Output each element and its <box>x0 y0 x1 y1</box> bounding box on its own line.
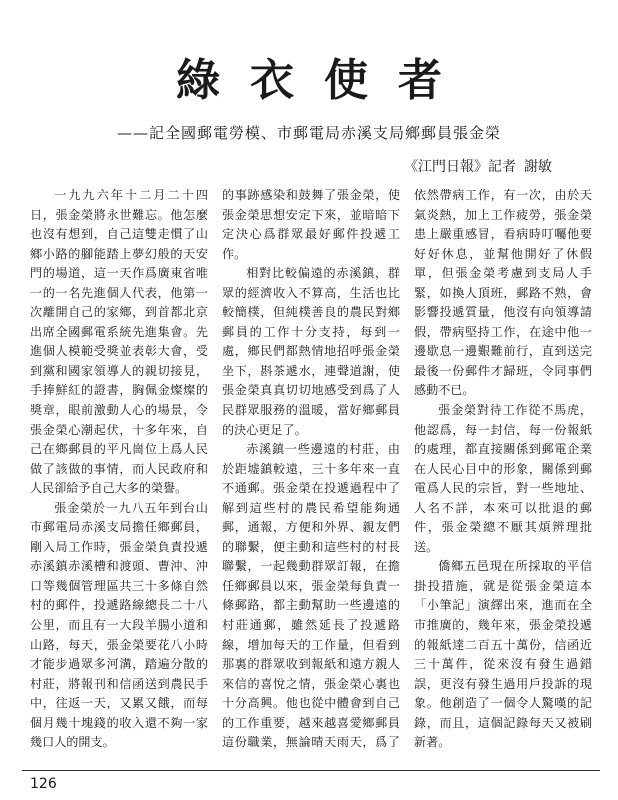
paragraph: 的事跡感染和鼓舞了張金榮，使張金榮思想安定下來，並暗暗下定決心爲群眾最好郵件投遞工作。 <box>222 188 400 261</box>
paragraph: 赤溪鎮一些邊遠的村莊，由於距墟鎮較遠，三十多年來一直不通郵。張金榮在投遞過程中了解到這些村的農民希望能夠通郵，通報，方便和外界、親友們的聯繫，便主動和這些村的村長聯繫，一起幾動群眾訂報，在擔任鄉郵員以來，張金榮每負責一條郵路，都主動幫助一些邊遠的村莊通郵，雖然延長了投遞路線，增加每天的工作量，但看到那裏的群眾收到報紙和遠方親人來信的喜悅之情，張金榮心裏也十分高興。他也從中體會到自己的工作重要，越來越喜愛鄉郵員這份職業，無論晴天雨天，爲了 <box>222 442 400 750</box>
paragraph <box>414 753 592 754</box>
page-number: 126 <box>30 776 57 792</box>
footer-rule <box>22 770 600 771</box>
byline-source: 《江門日報》記者 <box>404 159 516 175</box>
article-subtitle: ——記全國郵電勞模、市郵電局赤溪支局鄉郵員張金榮 <box>116 124 501 142</box>
paragraph: 僑鄉五邑現在所採取的平信掛投措施，就是從張金榮這本「小筆記」演繹出來，進而在全市推廣的，幾年來，張金榮投遞的報紙達二百五十萬份，信函近三十萬件，從來沒有發生過錯誤，更沒有發生過用戶投訴的現象。他創造了一個令人驚嘆的記錄，而且，這個記錄每天又被刷新著。 <box>414 559 592 750</box>
article-body <box>30 186 592 754</box>
column-3 <box>414 186 592 754</box>
paragraph: 張金榮於一九八五年到台山市郵電局赤溪支局擔任鄉郵員，剛入局工作時，張金榮負責投遞赤溪鎮赤溪槽和渡頭、曹沖、沖口等幾個管理區共三十多條自然村的郵件，投遞路線總長二十八公里，而且有一大段羊腸小道和山路，每天，張金榮要花八小時才能步過眾多河溝，踏遍分散的村莊，將報刊和信函送到農民手中，往返一天，又累又餓，而每個月幾十塊錢的收入還不夠一家幾口人的開支。 <box>30 500 208 750</box>
paragraph: 相對比較偏遠的赤溪鎮，群眾的經濟收入不算高，生活也比較簡樸，但純樸善良的農民對鄉郵員的工作十分支持，每到一處，鄉民們都熱情地招呼張金榮坐下，斟茶遞水，連聲道謝，使張金榮真真切切地感受到爲了人民群眾服務的溫暖，當好鄉郵員的決心更足了。 <box>222 266 400 437</box>
paragraph <box>30 753 208 754</box>
paragraph: 依然帶病工作，有一次，由於天氣炎熱，加上工作疲勞，張金榮患上嚴重感冒，看病時叮囑他要好好休息，並幫他開好了休假單，但張金榮考慮到支局人手緊，如換人頂班，郵路不熟，會影響投遞質量，他沒有向領導請假，帶病堅持工作，在途中他一邊歇息一邊艱難前行，直到送完最後一份郵件才歸班，令同事們感動不已。 <box>414 188 592 398</box>
paragraph: 一九九六年十二月二十四日，張金榮將永世難忘。他怎麼也沒有想到，自己這雙走慣了山鄉小路的腳能踏上夢幻般的天安門的場道，這一天作爲廣東省唯一的一名先進個人代表，他第一次離開自己的家鄉，到首都北京出席全國郵電系統先進集會。先進個人模範受獎並表彰大會，受到黨和國家領導人的親切接見，手捧鮮紅的證書，胸佩金燦燦的獎章，眼前激動人心的場景，令張金榮心潮起伏，十多年來，自己在鄉郵員的平凡崗位上爲人民做了該做的事情，而人民政府和人民卻給予自己大多的榮譽。 <box>30 188 208 496</box>
byline-author: 謝敏 <box>524 159 552 175</box>
column-2 <box>222 186 400 754</box>
article-title: 綠衣使者 <box>176 55 472 106</box>
byline <box>396 156 552 176</box>
paragraph: 張金榮對待工作從不馬虎，他認爲，每一封信，每一份報紙的處理，都直接關係到郵電企業在人民心目中的形象，關係到郵電爲人民的宗旨，對一些地址、人名不詳，本來可以批退的郵件，張金榮總不厭其煩辨理批送。 <box>414 403 592 554</box>
column-1 <box>30 186 208 754</box>
